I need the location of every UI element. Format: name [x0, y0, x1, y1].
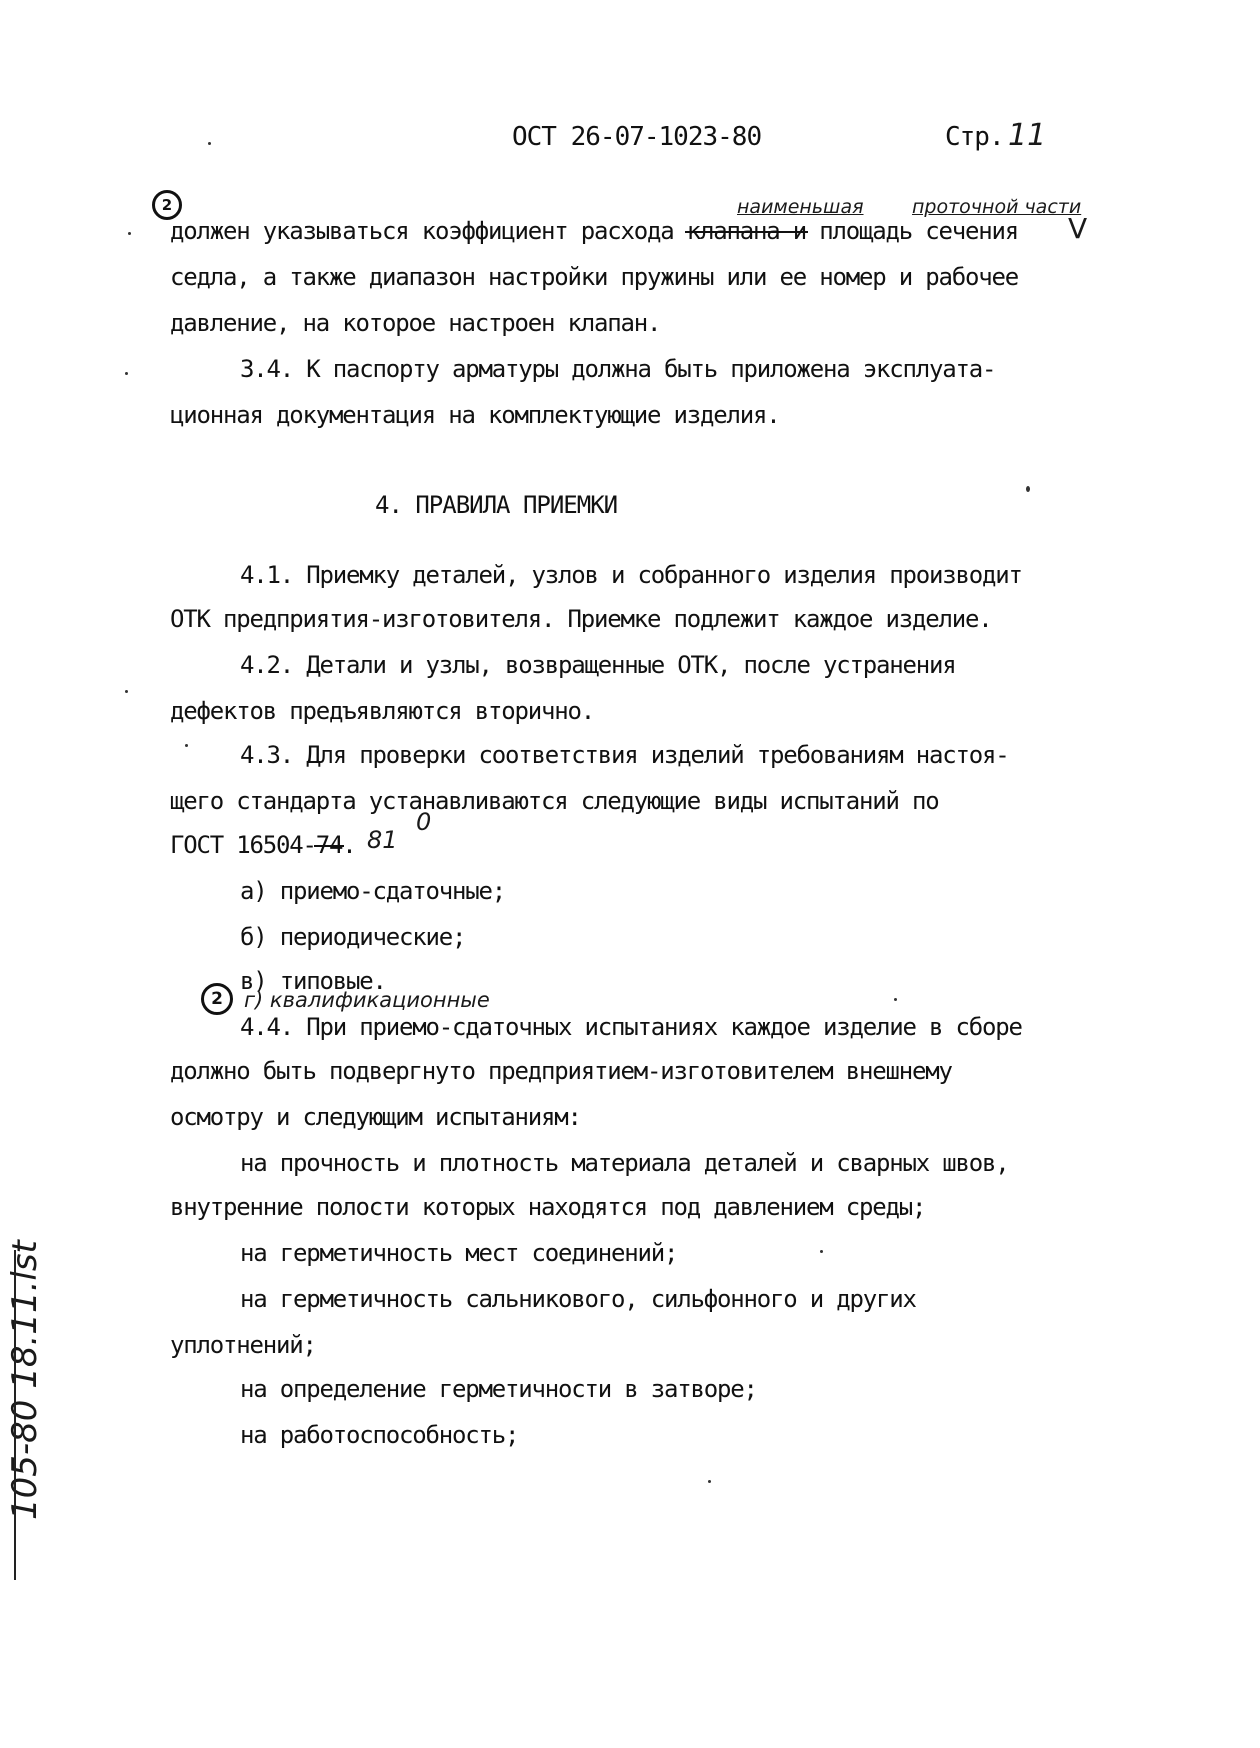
handwritten-gost-year: 81: [367, 826, 398, 854]
margin-line: [14, 1250, 16, 1580]
body-text: площадь сечения: [805, 217, 1018, 245]
scan-speck: [125, 690, 128, 693]
list-item: б) периодические;: [240, 923, 466, 951]
scan-speck: [1026, 486, 1030, 492]
page-label: Стр.: [945, 122, 1004, 152]
handwritten-list-item-g: г) квалификационные: [244, 988, 490, 1012]
scan-speck: [820, 1250, 823, 1253]
body-line: осмотру и следующим испытаниям:: [170, 1103, 581, 1131]
list-item: а) приемо-сдаточные;: [240, 877, 505, 905]
body-line: 4.3. Для проверки соответствия изделий требованиям настоя-: [240, 741, 1009, 769]
body-line: щего стандарта устанавливаются следующие виды испытаний по: [170, 787, 939, 815]
change-mark-circle: 2: [152, 190, 182, 220]
body-line: 3.4. К паспорту арматуры должна быть приложена эксплуата-: [240, 355, 996, 383]
body-line: внутренние полости которых находятся под давлением среды;: [170, 1193, 926, 1221]
struck-text: 74: [315, 831, 343, 859]
insertion-caret-icon: V: [1068, 212, 1088, 245]
body-text: .: [342, 831, 356, 859]
page-number: 11: [1008, 118, 1047, 153]
body-line: должно быть подвергнуто предприятием-изготовителем внешнему: [170, 1057, 952, 1085]
section-title: 4. ПРАВИЛА ПРИЕМКИ: [375, 491, 618, 519]
body-line: ОТК предприятия-изготовителя. Приемке подлежит каждое изделие.: [170, 605, 992, 633]
body-line: давление, на которое настроен клапан.: [170, 309, 661, 337]
body-line: уплотнений;: [170, 1331, 316, 1359]
body-line: седла, а также диапазон настройки пружины или ее номер и рабочее: [170, 263, 1018, 291]
scan-speck: [125, 372, 128, 375]
body-line: 4.4. При приемо-сдаточных испытаниях каждое изделие в сборе: [240, 1013, 1022, 1041]
body-line: на прочность и плотность материала деталей и сварных швов,: [240, 1149, 1009, 1177]
scan-speck: [185, 744, 188, 747]
body-line: на работоспособность;: [240, 1421, 519, 1449]
scan-speck: [708, 1480, 711, 1483]
body-line: 4.1. Приемку деталей, узлов и собранного изделия производит: [240, 561, 1022, 589]
handwritten-insert-naimenshaya: наименьшая: [737, 196, 864, 218]
body-line: дефектов предъявляются вторично.: [170, 697, 594, 725]
margin-note-text: 105-80 18.11.: [5, 1280, 45, 1520]
signature: lst: [5, 1240, 45, 1281]
change-mark-gost: 0: [416, 808, 432, 836]
body-text: должен указываться коэффициент расхода: [170, 217, 687, 245]
scan-speck: [208, 142, 211, 145]
body-line: на герметичность сальникового, сильфонного и других: [240, 1285, 916, 1313]
document-number: ОСТ 26-07-1023-80: [512, 122, 762, 152]
handwritten-insert-protochnoy: проточной части: [912, 196, 1082, 218]
change-mark-circle: 2: [201, 983, 233, 1015]
list-item: в) типовые.: [240, 967, 386, 995]
body-line: на герметичность мест соединений;: [240, 1239, 678, 1267]
body-line: 4.2. Детали и узлы, возвращенные ОТК, после устранения: [240, 651, 956, 679]
body-line: на определение герметичности в затворе;: [240, 1375, 757, 1403]
body-line: ционная документация на комплектующие изделия.: [170, 401, 780, 429]
margin-vertical-note: [5, 1240, 45, 1520]
scan-speck: [894, 998, 897, 1001]
body-text: ГОСТ 16504-: [170, 831, 316, 859]
scan-speck: [128, 232, 131, 235]
struck-text: клапана и: [686, 217, 806, 245]
body-line: [170, 830, 356, 860]
body-line: [170, 216, 1018, 246]
